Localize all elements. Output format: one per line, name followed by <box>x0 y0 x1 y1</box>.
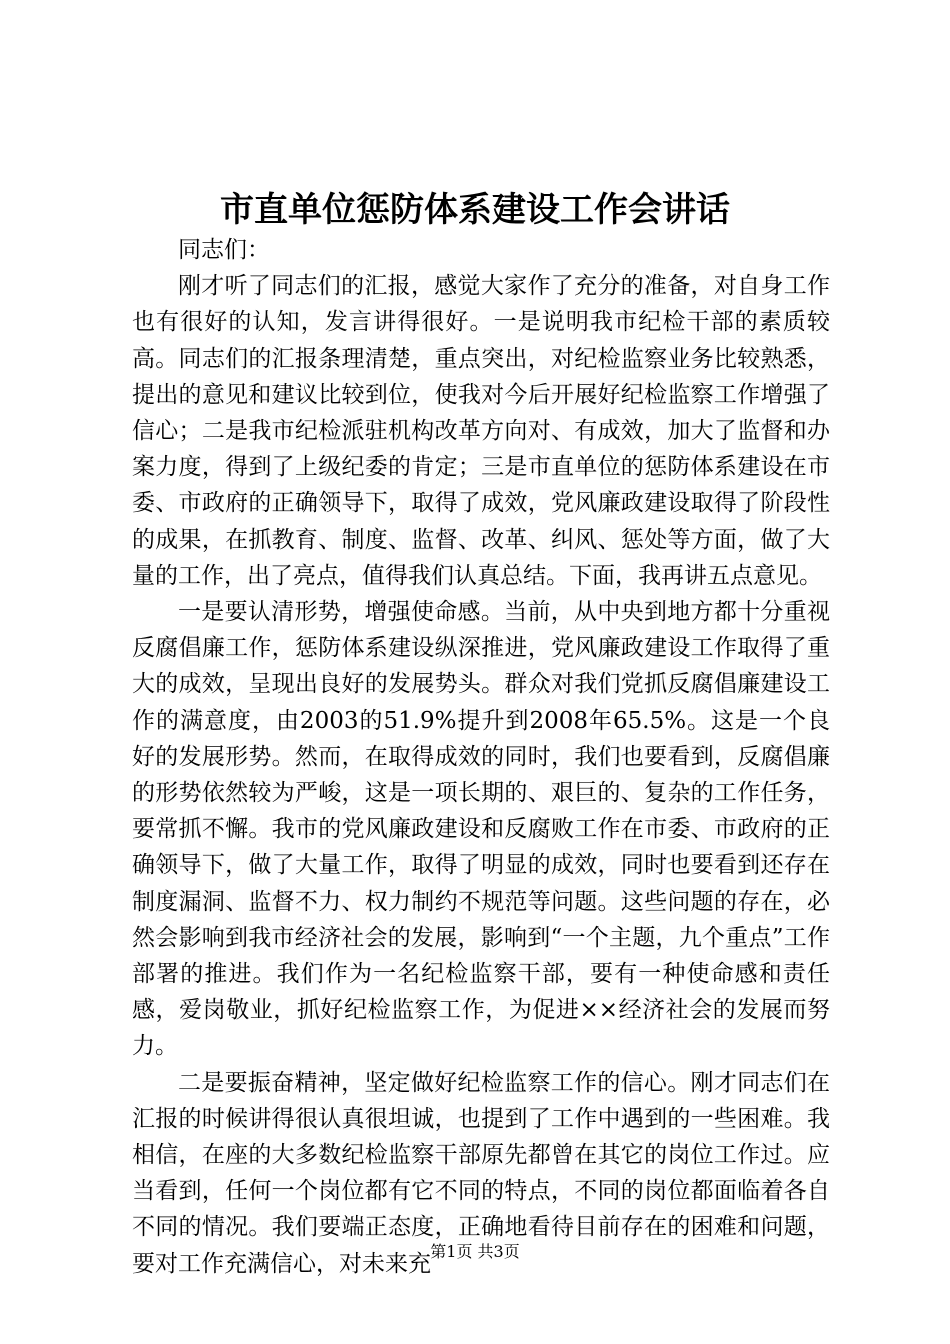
salutation-paragraph: 同志们： <box>178 237 270 263</box>
document-body <box>132 232 830 1282</box>
body-paragraph: 二是要振奋精神，坚定做好纪检监察工作的信心。刚才同志们在汇报的时候讲得很认真很坦诚，也提到了工作中遇到的一些困难。我相信，在座的大多数纪检监察干部原先都曾在其它的岗位工作过。应当看到，任何一个岗位都有它不同的特点，不同的岗位都面临着各自不同的情况。我们要端正态度，正确地看待目前存在的困难和问题，要对工作充满信心，对未来充 <box>132 1069 830 1277</box>
body-paragraph: 一是要认清形势，增强使命感。当前，从中央到地方都十分重视反腐倡廉工作，惩防体系建设纵深推进，党风廉政建设工作取得了重大的成效，呈现出良好的发展势头。群众对我们党抓反腐倡廉建设工作的满意度，由2003的51.9%提升到2008年65.5%。这是一个良好的发展形势。然而，在取得成效的同时，我们也要看到，反腐倡廉的形势依然较为严峻，这是一项长期的、艰巨的、复杂的工作任务，要常抓不懈。我市的党风廉政建设和反腐败工作在市委、市政府的正确领导下，做了大量工作，取得了明显的成效，同时也要看到还存在制度漏洞、监督不力、权力制约不规范等问题。这些问题的存在，必然会影响到我市经济社会的发展，影响到“一个主题，九个重点”工作部署的推进。我们作为一名纪检监察干部，要有一种使命感和责任感，爱岗敬业，抓好纪检监察工作，为促进××经济社会的发展而努力。 <box>132 599 830 1060</box>
body-paragraph: 刚才听了同志们的汇报，感觉大家作了充分的准备，对自身工作也有很好的认知，发言讲得很好。一是说明我市纪检干部的素质较高。同志们的汇报条理清楚，重点突出，对纪检监察业务比较熟悉，提出的意见和建议比较到位，使我对今后开展好纪检监察工作增强了信心；二是我市纪检派驻机构改革方向对、有成效，加大了监督和办案力度，得到了上级纪委的肯定；三是市直单位的惩防体系建设在市委、市政府的正确领导下，取得了成效，党风廉政建设取得了阶段性的成果，在抓教育、制度、监督、改革、纠风、惩处等方面，做了大量的工作，出了亮点，值得我们认真总结。下面，我再讲五点意见。 <box>132 273 830 589</box>
document-title: 市直单位惩防体系建设工作会讲话 <box>220 190 730 230</box>
page-number-footer: 第1页 共3页 <box>430 1242 520 1261</box>
